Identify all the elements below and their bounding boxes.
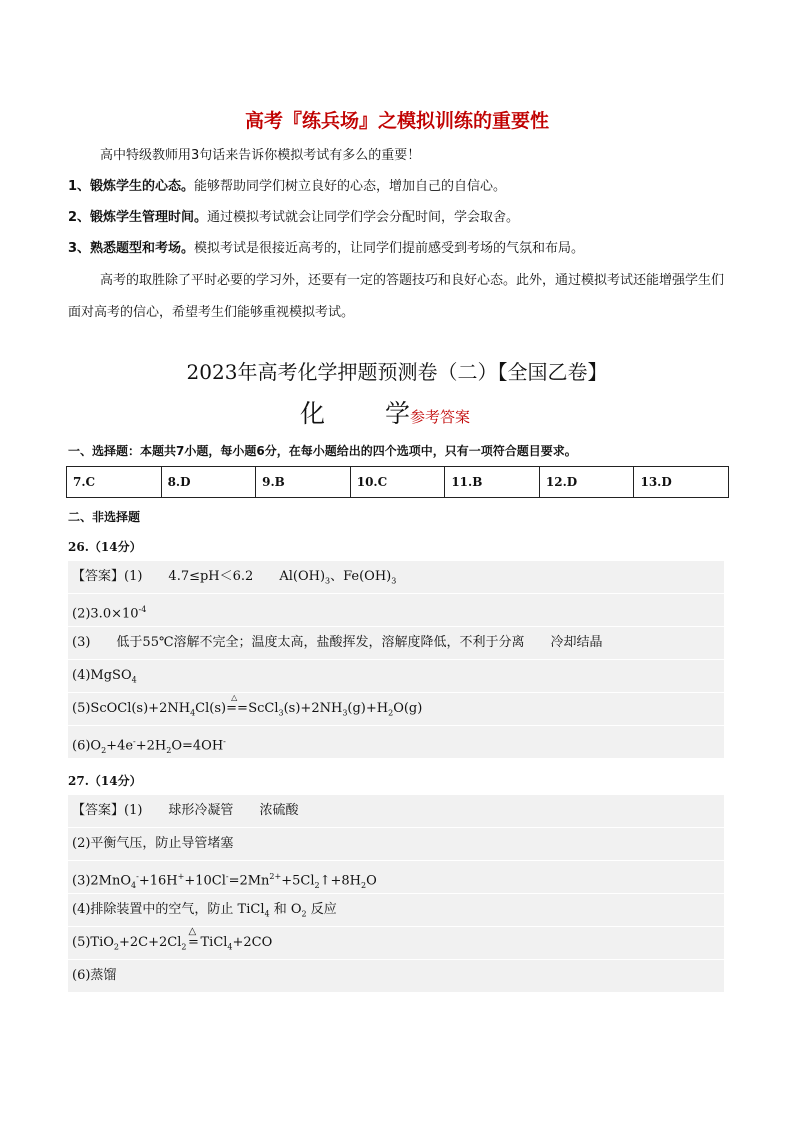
answer-text: O(g) bbox=[393, 701, 423, 716]
answer-text: 、Fe(OH) bbox=[330, 569, 392, 584]
mc-answer-cell: 10.C bbox=[351, 467, 446, 497]
condition-mark: △ bbox=[231, 693, 238, 702]
answer-text: 冷却结晶 bbox=[550, 635, 603, 650]
subject-char-left: 化 bbox=[300, 399, 326, 428]
answer-label: 【答案】(1) bbox=[72, 569, 143, 584]
equals-sign: == bbox=[226, 701, 248, 716]
answer-text: (g)+H bbox=[347, 701, 389, 716]
q27-answer-block bbox=[68, 795, 724, 993]
q26-answer-block bbox=[68, 561, 724, 759]
mc-answer-cell: 13.D bbox=[640, 475, 672, 489]
answer-text: 浓硫酸 bbox=[259, 803, 299, 818]
mc-answer-cell: 9.B bbox=[256, 467, 351, 497]
answer-text: (5)TiO bbox=[72, 935, 114, 950]
answer-text: (4)排除装置中的空气，防止 TiCl bbox=[72, 902, 265, 917]
condition-mark: △ bbox=[188, 926, 197, 937]
promo-point-body: 通过模拟考试就会让同学们学会分配时间，学会取舍。 bbox=[207, 210, 520, 225]
equals-sign: = bbox=[188, 935, 199, 950]
subject-heading bbox=[300, 394, 470, 430]
answer-text: (4)MgSO bbox=[72, 668, 132, 683]
answer-text: ScCl bbox=[244, 701, 279, 716]
promo-point-head: 2、锻炼学生管理时间。 bbox=[68, 210, 208, 225]
mc-answer-cell: 12.D bbox=[540, 467, 635, 497]
exam-title: 2023年高考化学押题预测卷（二）【全国乙卷】 bbox=[186, 360, 608, 384]
section1-heading: 一、选择题：本题共7小题，每小题6分，在每小题给出的四个选项中，只有一项符合题目要求。 bbox=[68, 444, 577, 458]
q27-answer-1 bbox=[68, 795, 724, 828]
answer-text: 反应 bbox=[310, 902, 337, 917]
q26-answer-6: $(6)O_2+4e^-+2H_2O=4OH^-$ bbox=[68, 726, 724, 759]
mc-answer-table bbox=[66, 466, 729, 498]
q27-answer-2 bbox=[68, 828, 724, 861]
answer-text: (s)+2NH bbox=[283, 701, 343, 716]
answer-text: +5Cl bbox=[281, 873, 315, 889]
answer-text: 低于55℃溶解不完全；温度太高，盐酸挥发，溶解度降低，不利于分离 bbox=[116, 635, 525, 650]
q26-answer-4: (4)MgSO$_4$ bbox=[68, 660, 724, 693]
q26-answer-3 bbox=[68, 627, 724, 660]
promo-intro: 高中特级教师用3句话来告诉你模拟考试有多么的重要！ bbox=[100, 148, 421, 163]
answer-text: Cl(s) bbox=[195, 701, 227, 716]
answer-text: =2Mn bbox=[228, 873, 270, 889]
answer-text: 球形冷凝管 bbox=[168, 803, 234, 818]
answer-text: 和 O bbox=[273, 902, 302, 917]
answer-text: (5)ScOCl(s)+2NH bbox=[72, 701, 191, 716]
answer-text: ↑+8H bbox=[319, 873, 361, 889]
q26-answer-1: 【答案】(1) 4.7≤pH＜6.2 $Al(OH)_3$、$Fe(OH)_3$ bbox=[68, 561, 724, 594]
answer-text: (3)2MnO bbox=[72, 873, 132, 889]
promo-point-head: 1、锻炼学生的心态。 bbox=[68, 179, 195, 194]
answer-text: (2)3.0×10 bbox=[72, 606, 139, 622]
mc-answer-cell: 7.C bbox=[67, 467, 162, 497]
q27-heading: 27.（14分） bbox=[68, 774, 142, 788]
answer-label: 【答案】(1) bbox=[72, 803, 143, 818]
answer-text: +4e bbox=[106, 738, 134, 754]
promo-point-3 bbox=[68, 239, 728, 259]
mc-answer-cell: 8.D bbox=[162, 467, 257, 497]
answer-text: +2C+2Cl bbox=[119, 935, 182, 950]
promo-point-head: 3、熟悉题型和考场。 bbox=[68, 241, 195, 256]
answer-text: (2)平衡气压，防止导管堵塞 bbox=[72, 836, 234, 851]
answer-text: (6)蒸馏 bbox=[72, 968, 117, 983]
q26-heading: 26.（14分） bbox=[68, 540, 142, 554]
promo-point-2 bbox=[68, 208, 728, 228]
answer-label: (3) bbox=[72, 635, 91, 650]
answer-text: +2CO bbox=[232, 935, 273, 950]
promo-title: 高考『练兵场』之模拟训练的重要性 bbox=[244, 110, 549, 132]
promo-closing: 高考的取胜除了平时必要的学习外，还要有一定的答题技巧和良好心态。此外，通过模拟考试还能增强学生们面对高考的信心，希望考生们能够重视模拟考试。 bbox=[68, 273, 725, 320]
q26-answer-5: $(5)ScOCl(s)+2NH_4Cl(s)$ △ == $ScCl_3(s)+2NH_3(g)+H_2O(g)$ bbox=[68, 693, 724, 726]
answer-exponent: -4 bbox=[138, 605, 147, 614]
q27-answer-3: $(3)2MnO_4^-+16H^++10Cl^-=2Mn^{2+}+5Cl_2↑+8H_2O$ bbox=[68, 861, 724, 894]
answer-text: (6)O bbox=[72, 738, 102, 754]
promo-point-body: 模拟考试是很接近高考的，让同学们提前感受到考场的气氛和布局。 bbox=[194, 241, 585, 256]
subject-char-right: 学 bbox=[385, 399, 411, 428]
promo-point-body: 能够帮助同学们树立良好的心态，增加自己的自信心。 bbox=[194, 179, 507, 194]
mc-answer-cell: 11.B bbox=[445, 467, 540, 497]
answer-text: O=4OH bbox=[171, 738, 224, 754]
answer-tag: 参考答案 bbox=[410, 408, 471, 426]
answer-text: +2H bbox=[135, 738, 167, 754]
q27-answer-4: (4)排除装置中的空气，防止 TiCl$_4$ 和 $O_2$ 反应 bbox=[68, 894, 724, 927]
q27-answer-6 bbox=[68, 960, 724, 993]
answer-text: +10Cl bbox=[184, 873, 226, 889]
answer-text: O bbox=[366, 873, 377, 889]
answer-text: 4.7≤pH＜6.2 bbox=[168, 569, 254, 584]
answer-text: TiCl bbox=[200, 935, 228, 950]
promo-point-1 bbox=[68, 177, 728, 197]
section2-heading: 二、非选择题 bbox=[68, 510, 141, 524]
answer-text: +16H bbox=[138, 873, 178, 889]
q26-answer-2 bbox=[68, 594, 724, 627]
q27-answer-5: $(5)TiO_2+2C+2Cl_2$ △ = TiCl$_4$+2CO bbox=[68, 927, 724, 960]
answer-text: Al(OH) bbox=[279, 569, 326, 584]
